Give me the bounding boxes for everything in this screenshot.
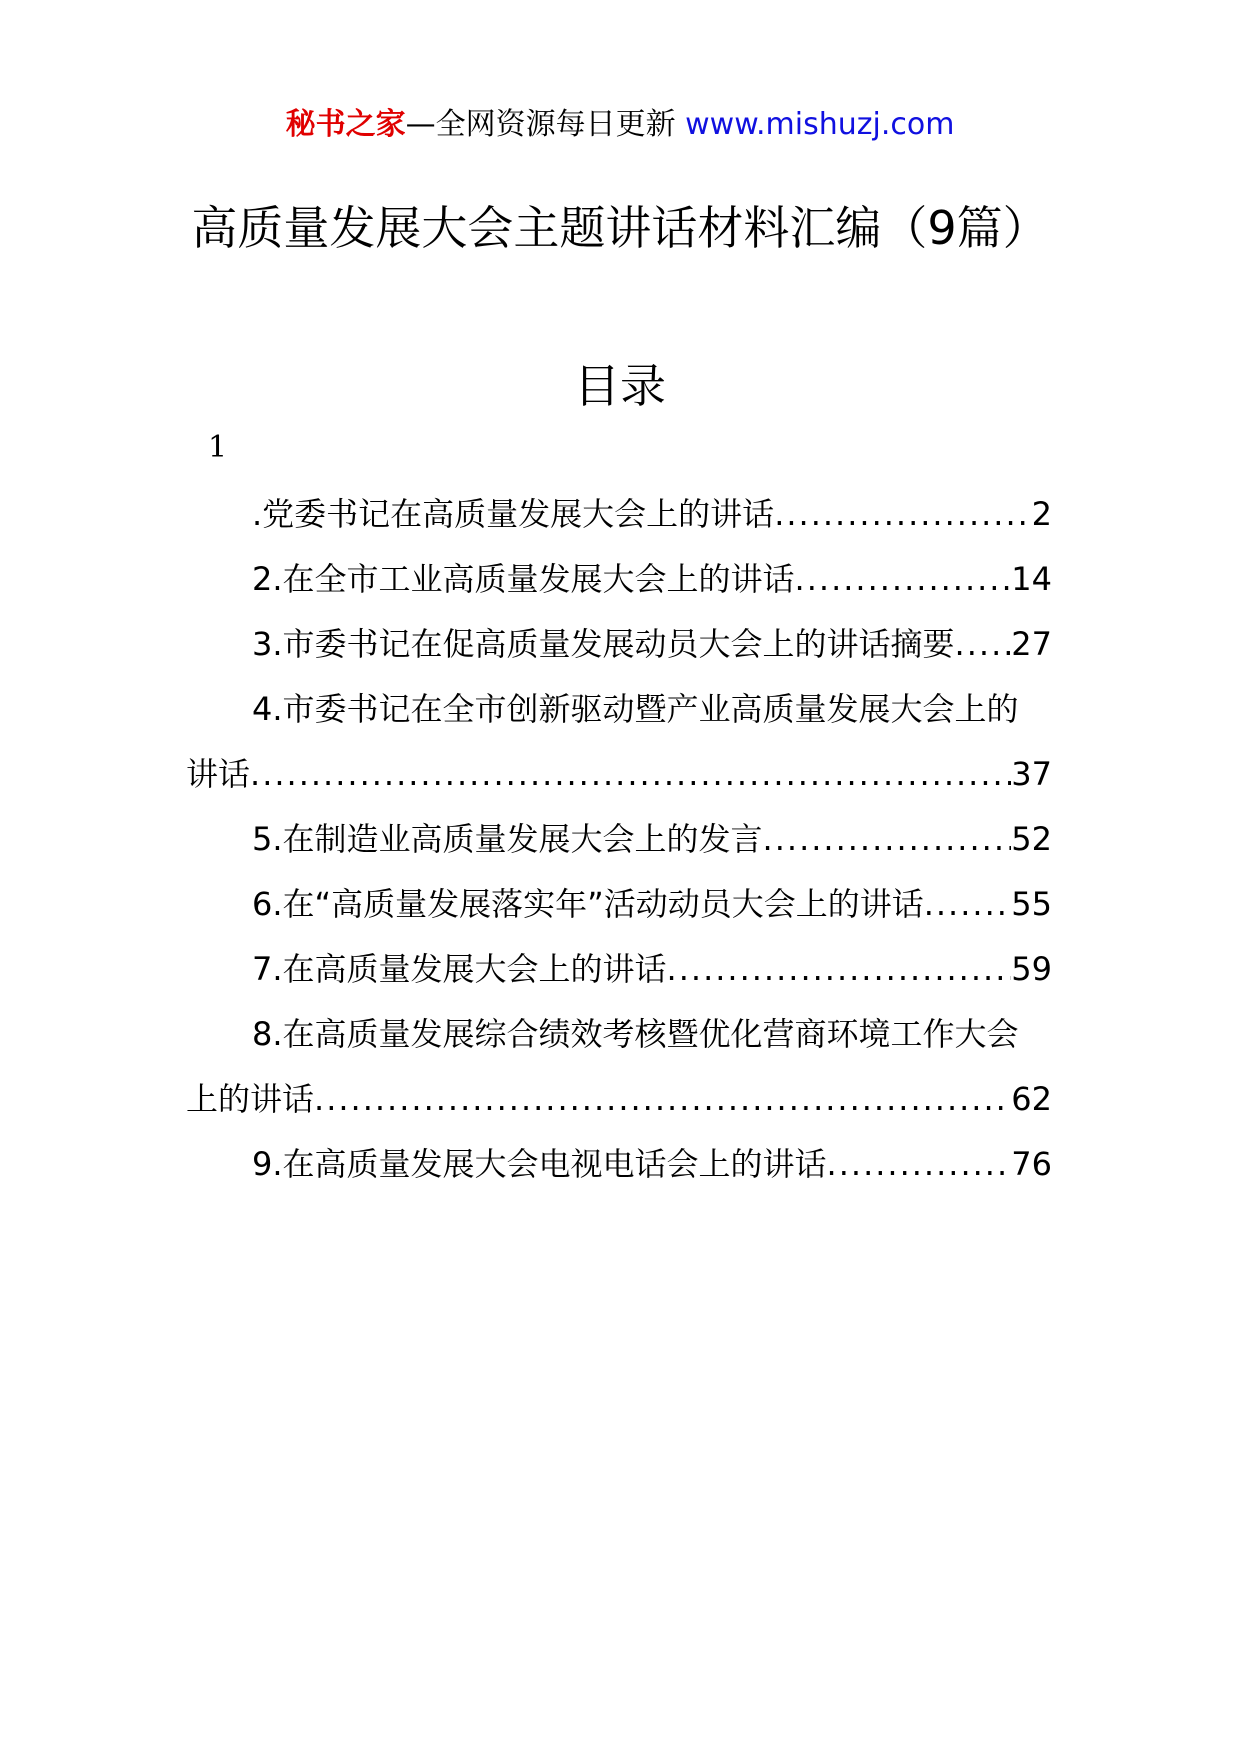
toc-entry-page: 37: [1011, 755, 1052, 793]
toc-entry-2[interactable]: [186, 547, 1052, 612]
toc-entry-title: 4.市委书记在全市创新驱动暨产业高质量发展大会上的: [252, 690, 1019, 728]
toc-heading: 目录: [574, 359, 666, 413]
toc-entry-title: .党委书记在高质量发展大会上的讲话: [252, 495, 775, 533]
toc-leader-dots: [763, 807, 1012, 872]
toc-entry-title: 8.在高质量发展综合绩效考核暨优化营商环境工作大会: [252, 1015, 1019, 1053]
toc-leader-dots: [250, 742, 1011, 807]
toc-leader-dots: [314, 1067, 1011, 1132]
toc-entry-page: 62: [1011, 1080, 1052, 1118]
toc-entry-8-continued[interactable]: [186, 1067, 1052, 1132]
site-header: [0, 103, 1240, 147]
toc-leader-dots: [827, 1132, 1012, 1197]
site-brand: 秘书之家: [285, 107, 406, 142]
toc-entry-page: 76: [1011, 1145, 1052, 1183]
toc-entry-title: 7.在高质量发展大会上的讲话: [252, 950, 667, 988]
toc-entry-8[interactable]: [186, 1002, 1052, 1067]
toc-entry-title: 9.在高质量发展大会电视电话会上的讲话: [252, 1145, 827, 1183]
stray-page-number: 1: [208, 430, 228, 465]
site-url-link[interactable]: www.mishuzj.com: [685, 107, 955, 142]
toc-entry-title-continued: 上的讲话: [186, 1080, 315, 1118]
toc-entry-title: 6.在“高质量发展落实年”活动动员大会上的讲话: [252, 885, 924, 923]
toc-leader-dots: [924, 872, 1012, 937]
toc-leader-dots: [667, 937, 1012, 1002]
toc-entry-page: 2: [1031, 495, 1052, 533]
toc-entry-title: 3.市委书记在促高质量发展动员大会上的讲话摘要: [252, 625, 955, 663]
toc-entry-title: 5.在制造业高质量发展大会上的发言: [252, 820, 763, 858]
toc-leader-dots: [955, 612, 1012, 677]
site-slogan: —全网资源每日更新: [405, 107, 676, 142]
toc-entry-page: 27: [1011, 625, 1052, 663]
toc-entry-page: 59: [1011, 950, 1052, 988]
toc-entry-4-continued[interactable]: [186, 742, 1052, 807]
toc-entry-7[interactable]: [186, 937, 1052, 1002]
toc-leader-dots: [795, 547, 1012, 612]
toc-entry-page: 14: [1011, 560, 1052, 598]
toc-entry-4[interactable]: [186, 677, 1052, 742]
table-of-contents: [186, 482, 1052, 1197]
toc-entry-title: 2.在全市工业高质量发展大会上的讲话: [252, 560, 795, 598]
toc-entry-9[interactable]: [186, 1132, 1052, 1197]
toc-entry-page: 55: [1011, 885, 1052, 923]
toc-entry-title-continued: 讲话: [186, 755, 251, 793]
document-title: 高质量发展大会主题讲话材料汇编（9篇）: [191, 201, 1049, 255]
toc-entry-6[interactable]: [186, 872, 1052, 937]
toc-leader-dots: [774, 482, 1031, 547]
toc-entry-5[interactable]: [186, 807, 1052, 872]
toc-entry-page: 52: [1011, 820, 1052, 858]
toc-entry-1[interactable]: [186, 482, 1052, 547]
toc-entry-3[interactable]: [186, 612, 1052, 677]
